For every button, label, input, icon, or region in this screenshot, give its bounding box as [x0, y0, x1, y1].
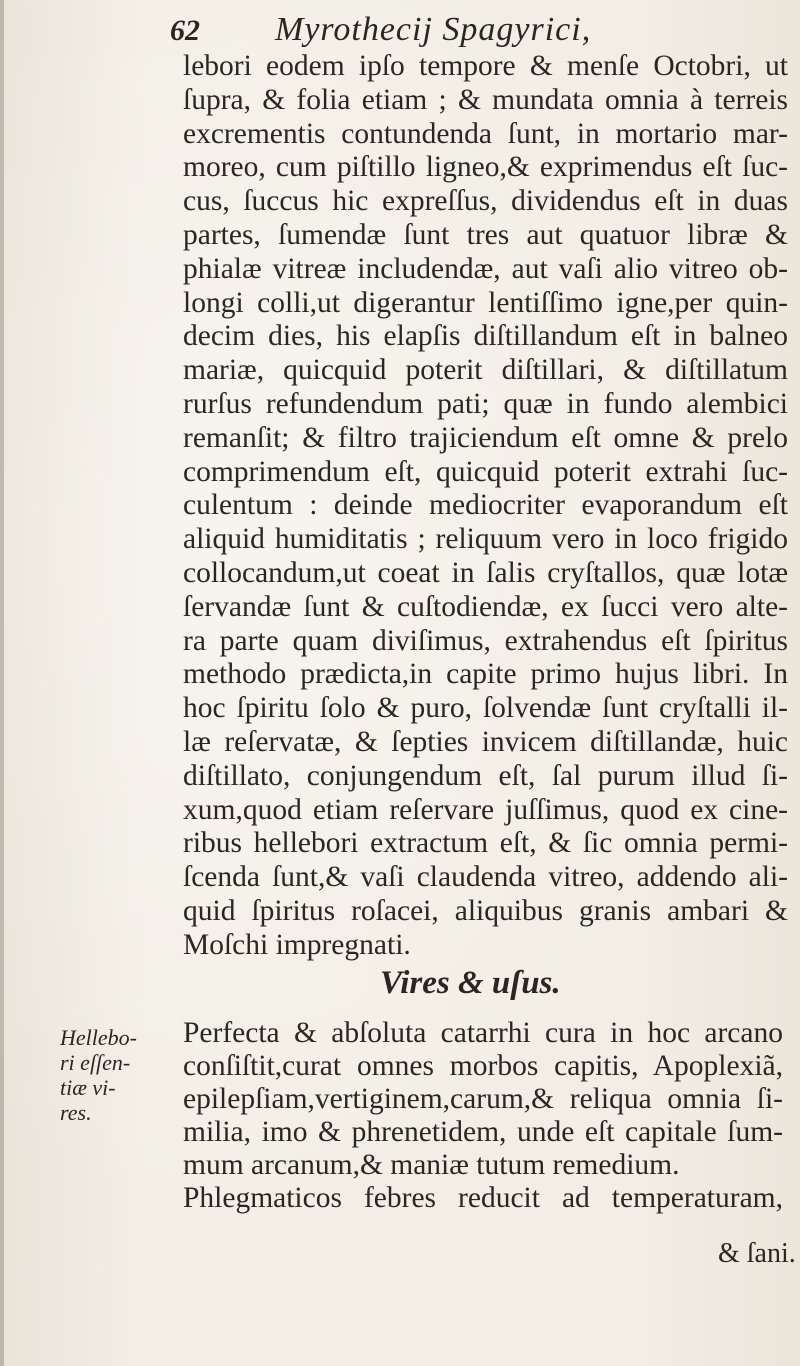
- text-line: epilepſiam,vertiginem,carum,& reliqua omnia ſi-: [183, 1083, 783, 1115]
- text-line: diſtillato, conjungendum eſt, ſal purum illud ſi-: [183, 759, 788, 792]
- text-line: mum arcanum,& maniæ tutum remedium.: [183, 1149, 680, 1181]
- text-line: læ reſervatæ, & ſepties invicem diſtillandæ, huic: [183, 725, 788, 758]
- catchword: & ſani.: [718, 1238, 796, 1269]
- text-line: ſervandæ ſunt & cuſtodiendæ, ex ſucci vero alte-: [183, 590, 788, 623]
- marginal-note-line: ri eſſen-: [60, 1050, 131, 1075]
- text-line: culentum : deinde mediocriter evaporandum eſt: [183, 489, 788, 522]
- page-header: [160, 6, 770, 56]
- text-line: remanſit; & filtro trajiciendum eſt omne & prelo: [183, 421, 788, 454]
- text-line: milia, imo & phrenetidem, unde eſt capitale ſum-: [183, 1116, 783, 1148]
- text-line: Phlegmaticos febres reducit ad temperaturam,: [183, 1182, 783, 1214]
- text-line: ra parte quam diviſimus, extrahendus eſt ſpiritus: [183, 624, 788, 657]
- text-line: xum,quod etiam reſervare juſſimus, quod ex cine-: [183, 793, 788, 826]
- text-line: mariæ, quicquid poterit diſtillari, & diſtillatum: [183, 354, 788, 387]
- page-edge-shadow: [0, 0, 4, 1366]
- text-line: collocandum,ut coeat in ſalis cryſtallos, quæ lotæ: [183, 556, 788, 589]
- text-line: lebori eodem ipſo tempore & menſe Octobri, ut: [183, 50, 788, 82]
- marginal-note-line: res.: [60, 1100, 92, 1125]
- text-line: comprimendum eſt, quicquid poterit extrahi ſuc-: [183, 455, 788, 488]
- text-line: partes, ſumendæ ſunt tres aut quatuor libræ &: [183, 218, 788, 251]
- text-line: hoc ſpiritu ſolo & puro, ſolvendæ ſunt cryſtalli il-: [183, 692, 788, 725]
- marginal-note: [60, 1025, 170, 1125]
- page-number: 62: [170, 14, 200, 47]
- text-line: phialæ vitreæ includendæ, aut vaſi alio vitreo ob-: [183, 252, 788, 285]
- text-line: decim dies, his elapſis diſtillandum eſt in balneo: [183, 320, 788, 353]
- running-head: Myrothecij Spagyrici,: [275, 11, 592, 48]
- text-line: Perfecta & abſoluta catarrhi cura in hoc arcano: [183, 1017, 783, 1049]
- text-line: moreo, cum piſtillo ligneo,& exprimendus eſt ſuc-: [183, 151, 788, 184]
- text-line: ſcenda ſunt,& vaſi claudenda vitreo, addendo ali-: [183, 861, 788, 894]
- text-line: cus, ſuccus hic expreſſus, dividendus eſt in duas: [183, 185, 788, 218]
- main-paragraph: [183, 50, 788, 963]
- marginal-note-line: tiæ vi-: [60, 1075, 116, 1100]
- text-line: methodo prædicta,in capite primo hujus libri. In: [183, 658, 788, 691]
- section-paragraph: [183, 1017, 783, 1215]
- text-line: excrementis contundenda ſunt, in mortario mar-: [183, 117, 788, 150]
- marginal-note-line: Hellebo-: [60, 1025, 137, 1050]
- text-line: ſupra, & folia etiam ; & mundata omnia à terreis: [183, 83, 788, 116]
- text-line: Moſchi impregnati.: [183, 928, 411, 961]
- text-line: aliquid humiditatis ; reliquum vero in loco frigido: [183, 523, 788, 556]
- text-line: longi colli,ut digerantur lentiſſimo igne,per quin-: [183, 286, 788, 319]
- text-line: conſiſtit,curat omnes morbos capitis, Apoplexiã,: [183, 1050, 783, 1082]
- text-line: quid ſpiritus roſacei, aliquibus granis ambari &: [183, 894, 788, 927]
- section-heading: Vires & uſus.: [380, 965, 561, 1001]
- text-line: ribus hellebori extractum eſt, & ſic omnia permi-: [183, 827, 788, 860]
- text-line: rurſus refundendum pati; quæ in fundo alembici: [183, 387, 788, 420]
